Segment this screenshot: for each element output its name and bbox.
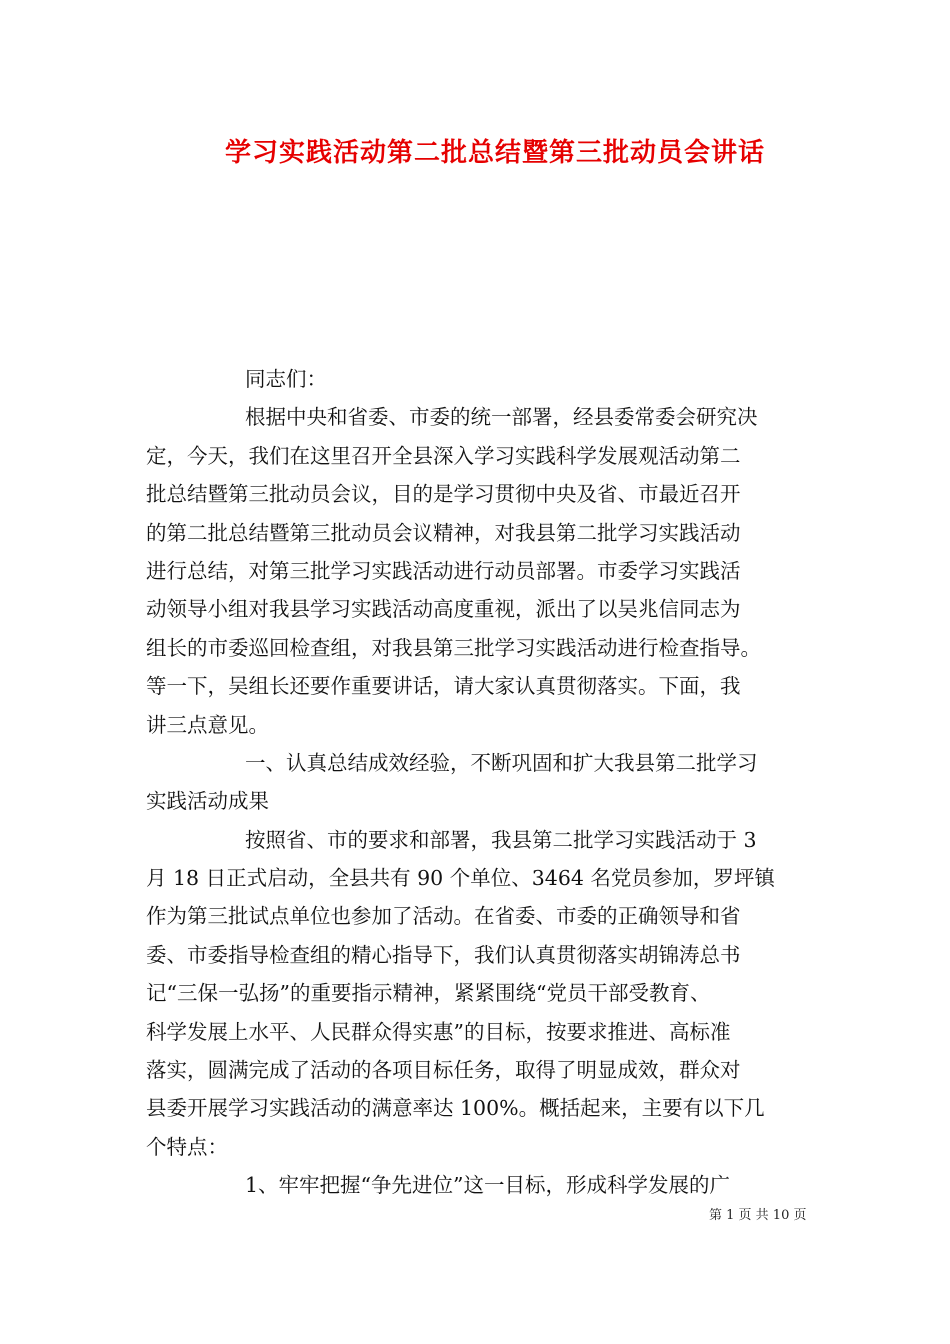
section-heading-line: 一、认真总结成效经验，不断巩固和扩大我县第二批学习 <box>245 750 758 775</box>
paragraph-line: 委、市委指导检查组的精心指导下，我们认真贯彻落实胡锦涛总书 <box>146 942 741 967</box>
paragraph-line: 定，今天，我们在这里召开全县深入学习实践科学发展观活动第二 <box>146 443 741 468</box>
paragraph-line: 科学发展上水平、人民群众得实惠”的目标，按要求推进、高标准 <box>146 1019 731 1044</box>
page-number-footer: 第 1 页 共 10 页 <box>709 1208 807 1223</box>
paragraph-line: 同志们： <box>245 367 327 391</box>
paragraph-line: 进行总结，对第三批学习实践活动进行动员部署。市委学习实践活 <box>146 558 741 583</box>
paragraph-line: 的第二批总结暨第三批动员会议精神，对我县第二批学习实践活动 <box>146 520 741 545</box>
document-title: 学习实践活动第二批总结暨第三批动员会讲话 <box>224 138 765 168</box>
paragraph-line: 个特点： <box>146 1134 228 1159</box>
paragraph-line: 1、牢牢把握“争先进位”这一目标，形成科学发展的广 <box>245 1173 731 1198</box>
paragraph-line: 记“三保一弘扬”的重要指示精神，紧紧围绕“党员干部受教育、 <box>146 981 711 1006</box>
paragraph-line: 等一下，吴组长还要作重要讲话，请大家认真贯彻落实。下面，我 <box>146 674 741 699</box>
document-body <box>146 360 808 1205</box>
section-heading-line: 实践活动成果 <box>146 789 269 814</box>
paragraph-line: 作为第三批试点单位也参加了活动。在省委、市委的正确领导和省 <box>146 904 741 929</box>
paragraph-line: 根据中央和省委、市委的统一部署，经县委常委会研究决 <box>245 405 758 430</box>
paragraph-line: 县委开展学习实践活动的满意率达 100%。概括起来，主要有以下几 <box>146 1096 765 1121</box>
paragraph-line: 批总结暨第三批动员会议，目的是学习贯彻中央及省、市最近召开 <box>146 482 741 507</box>
paragraph-line: 讲三点意见。 <box>146 712 269 737</box>
paragraph-line: 月 18 日正式启动，全县共有 90 个单位、3464 名党员参加，罗坪镇 <box>146 866 775 891</box>
paragraph-line: 按照省、市的要求和部署，我县第二批学习实践活动于 3 <box>245 827 757 852</box>
paragraph-line: 动领导小组对我县学习实践活动高度重视，派出了以吴兆信同志为 <box>146 597 741 622</box>
paragraph-line: 落实，圆满完成了活动的各项目标任务，取得了明显成效，群众对 <box>146 1058 741 1083</box>
paragraph-line: 组长的市委巡回检查组，对我县第三批学习实践活动进行检查指导。 <box>146 635 761 660</box>
